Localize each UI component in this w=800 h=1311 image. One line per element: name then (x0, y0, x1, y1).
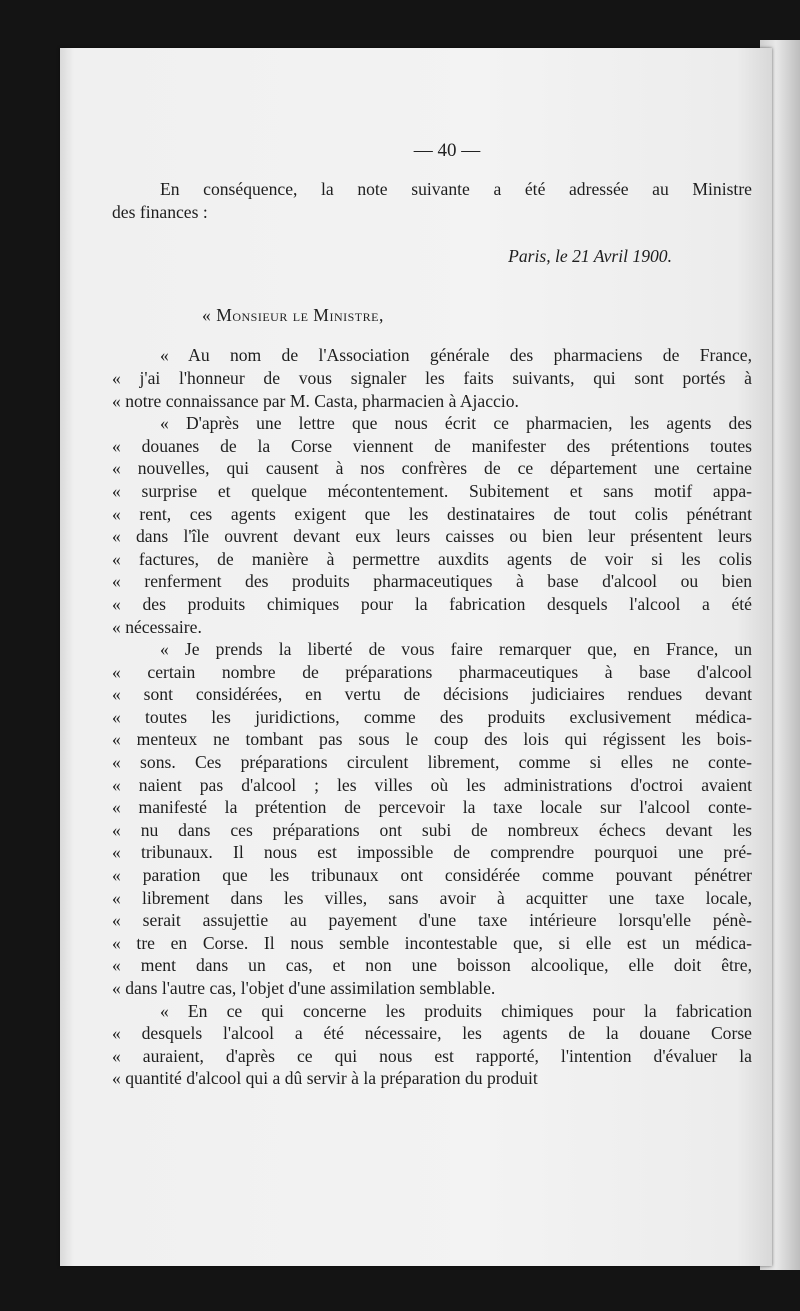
paragraph-line: « paration que les tribunaux ont considérée comme pouvant pénétrer (112, 865, 752, 886)
paragraph-line: « toutes les juridictions, comme des produits exclusivement médica- (112, 706, 752, 727)
paragraph-line: « tre en Corse. Il nous semble incontestable que, si elle est un médica- (112, 932, 752, 953)
paragraph-line: « quantité d'alcool qui a dû servir à la préparation du produit (112, 1068, 538, 1089)
paragraph-line: « Au nom de l'Association générale des pharmaciens de France, (160, 345, 752, 366)
paragraph-line: « certain nombre de préparations pharmaceutiques à base d'alcool (112, 661, 752, 682)
paragraph-line: « nécessaire. (112, 616, 202, 637)
paragraph-line: « sont considérées, en vertu de décisions judiciaires rendues devant (112, 684, 752, 705)
paragraph-line: « menteux ne tombant pas sous le coup des lois qui régissent les bois- (112, 729, 752, 750)
document-page (60, 48, 772, 1266)
paragraph-line: « desquels l'alcool a été nécessaire, les agents de la douane Corse (112, 1023, 752, 1044)
paragraph-line: « naient pas d'alcool ; les villes où les administrations d'octroi avaient (112, 774, 752, 795)
paragraph-line: « En ce qui concerne les produits chimiques pour la fabrication (160, 1000, 752, 1021)
paragraph-line: « tribunaux. Il nous est impossible de comprendre pourquoi une pré- (112, 842, 752, 863)
letter-salutation: « Monsieur le Ministre, (202, 304, 384, 325)
paragraph-line: « librement dans les villes, sans avoir à acquitter une taxe locale, (112, 887, 752, 908)
paragraph-line: « serait assujettie au payement d'une taxe intérieure lorsqu'elle pénè- (112, 910, 752, 931)
paragraph-line: « des produits chimiques pour la fabrication desquels l'alcool a été (112, 593, 752, 614)
intro-line: des finances : (112, 201, 208, 222)
paragraph-line: « renferment des produits pharmaceutiques à base d'alcool ou bien (112, 571, 752, 592)
paragraph-line: « sons. Ces préparations circulent librement, comme si elles ne conte- (112, 752, 752, 773)
paragraph-line: « factures, de manière à permettre auxdits agents de voir si les colis (112, 548, 752, 569)
paragraph-line: « nouvelles, qui causent à nos confrères de ce département une certaine (112, 458, 752, 479)
paragraph-line: « notre connaissance par M. Casta, pharmacien à Ajaccio. (112, 390, 519, 411)
letter-body (112, 344, 752, 1090)
paragraph-line: « dans l'autre cas, l'objet d'une assimilation semblable. (112, 978, 496, 998)
paragraph-line: « manifesté la prétention de percevoir la taxe locale sur l'alcool conte- (112, 797, 752, 818)
paragraph-line: « ment dans un cas, et non une boisson alcoolique, elle doit être, (112, 955, 752, 976)
paragraph-line: « auraient, d'après ce qui nous est rapporté, l'intention d'évaluer la (112, 1045, 752, 1066)
paragraph-line: « douanes de la Corse viennent de manifester des prétentions toutes (112, 435, 752, 456)
paragraph-line: « dans l'île ouvrent devant eux leurs caisses ou bien leur présentent leurs (112, 526, 752, 547)
paragraph-line: « nu dans ces préparations ont subi de nombreux échecs devant les (112, 819, 752, 840)
intro-line: En conséquence, la note suivante a été adressée au Ministre (160, 179, 752, 199)
paragraph-line: « surprise et quelque mécontentement. Subitement et sans motif appa- (112, 480, 752, 501)
paragraph-line: « Je prends la liberté de vous faire remarquer que, en France, un (160, 639, 752, 660)
letter-date: Paris, le 21 Avril 1900. (508, 246, 672, 267)
paragraph-line: « rent, ces agents exigent que les destinataires de tout colis pénétrant (112, 503, 752, 524)
body-text (112, 178, 752, 1090)
paragraph-line: « D'après une lettre que nous écrit ce pharmacien, les agents des (160, 413, 752, 434)
paragraph-line: « j'ai l'honneur de vous signaler les faits suivants, qui sont portés à (112, 367, 752, 388)
page-number: — 40 — (413, 140, 481, 161)
